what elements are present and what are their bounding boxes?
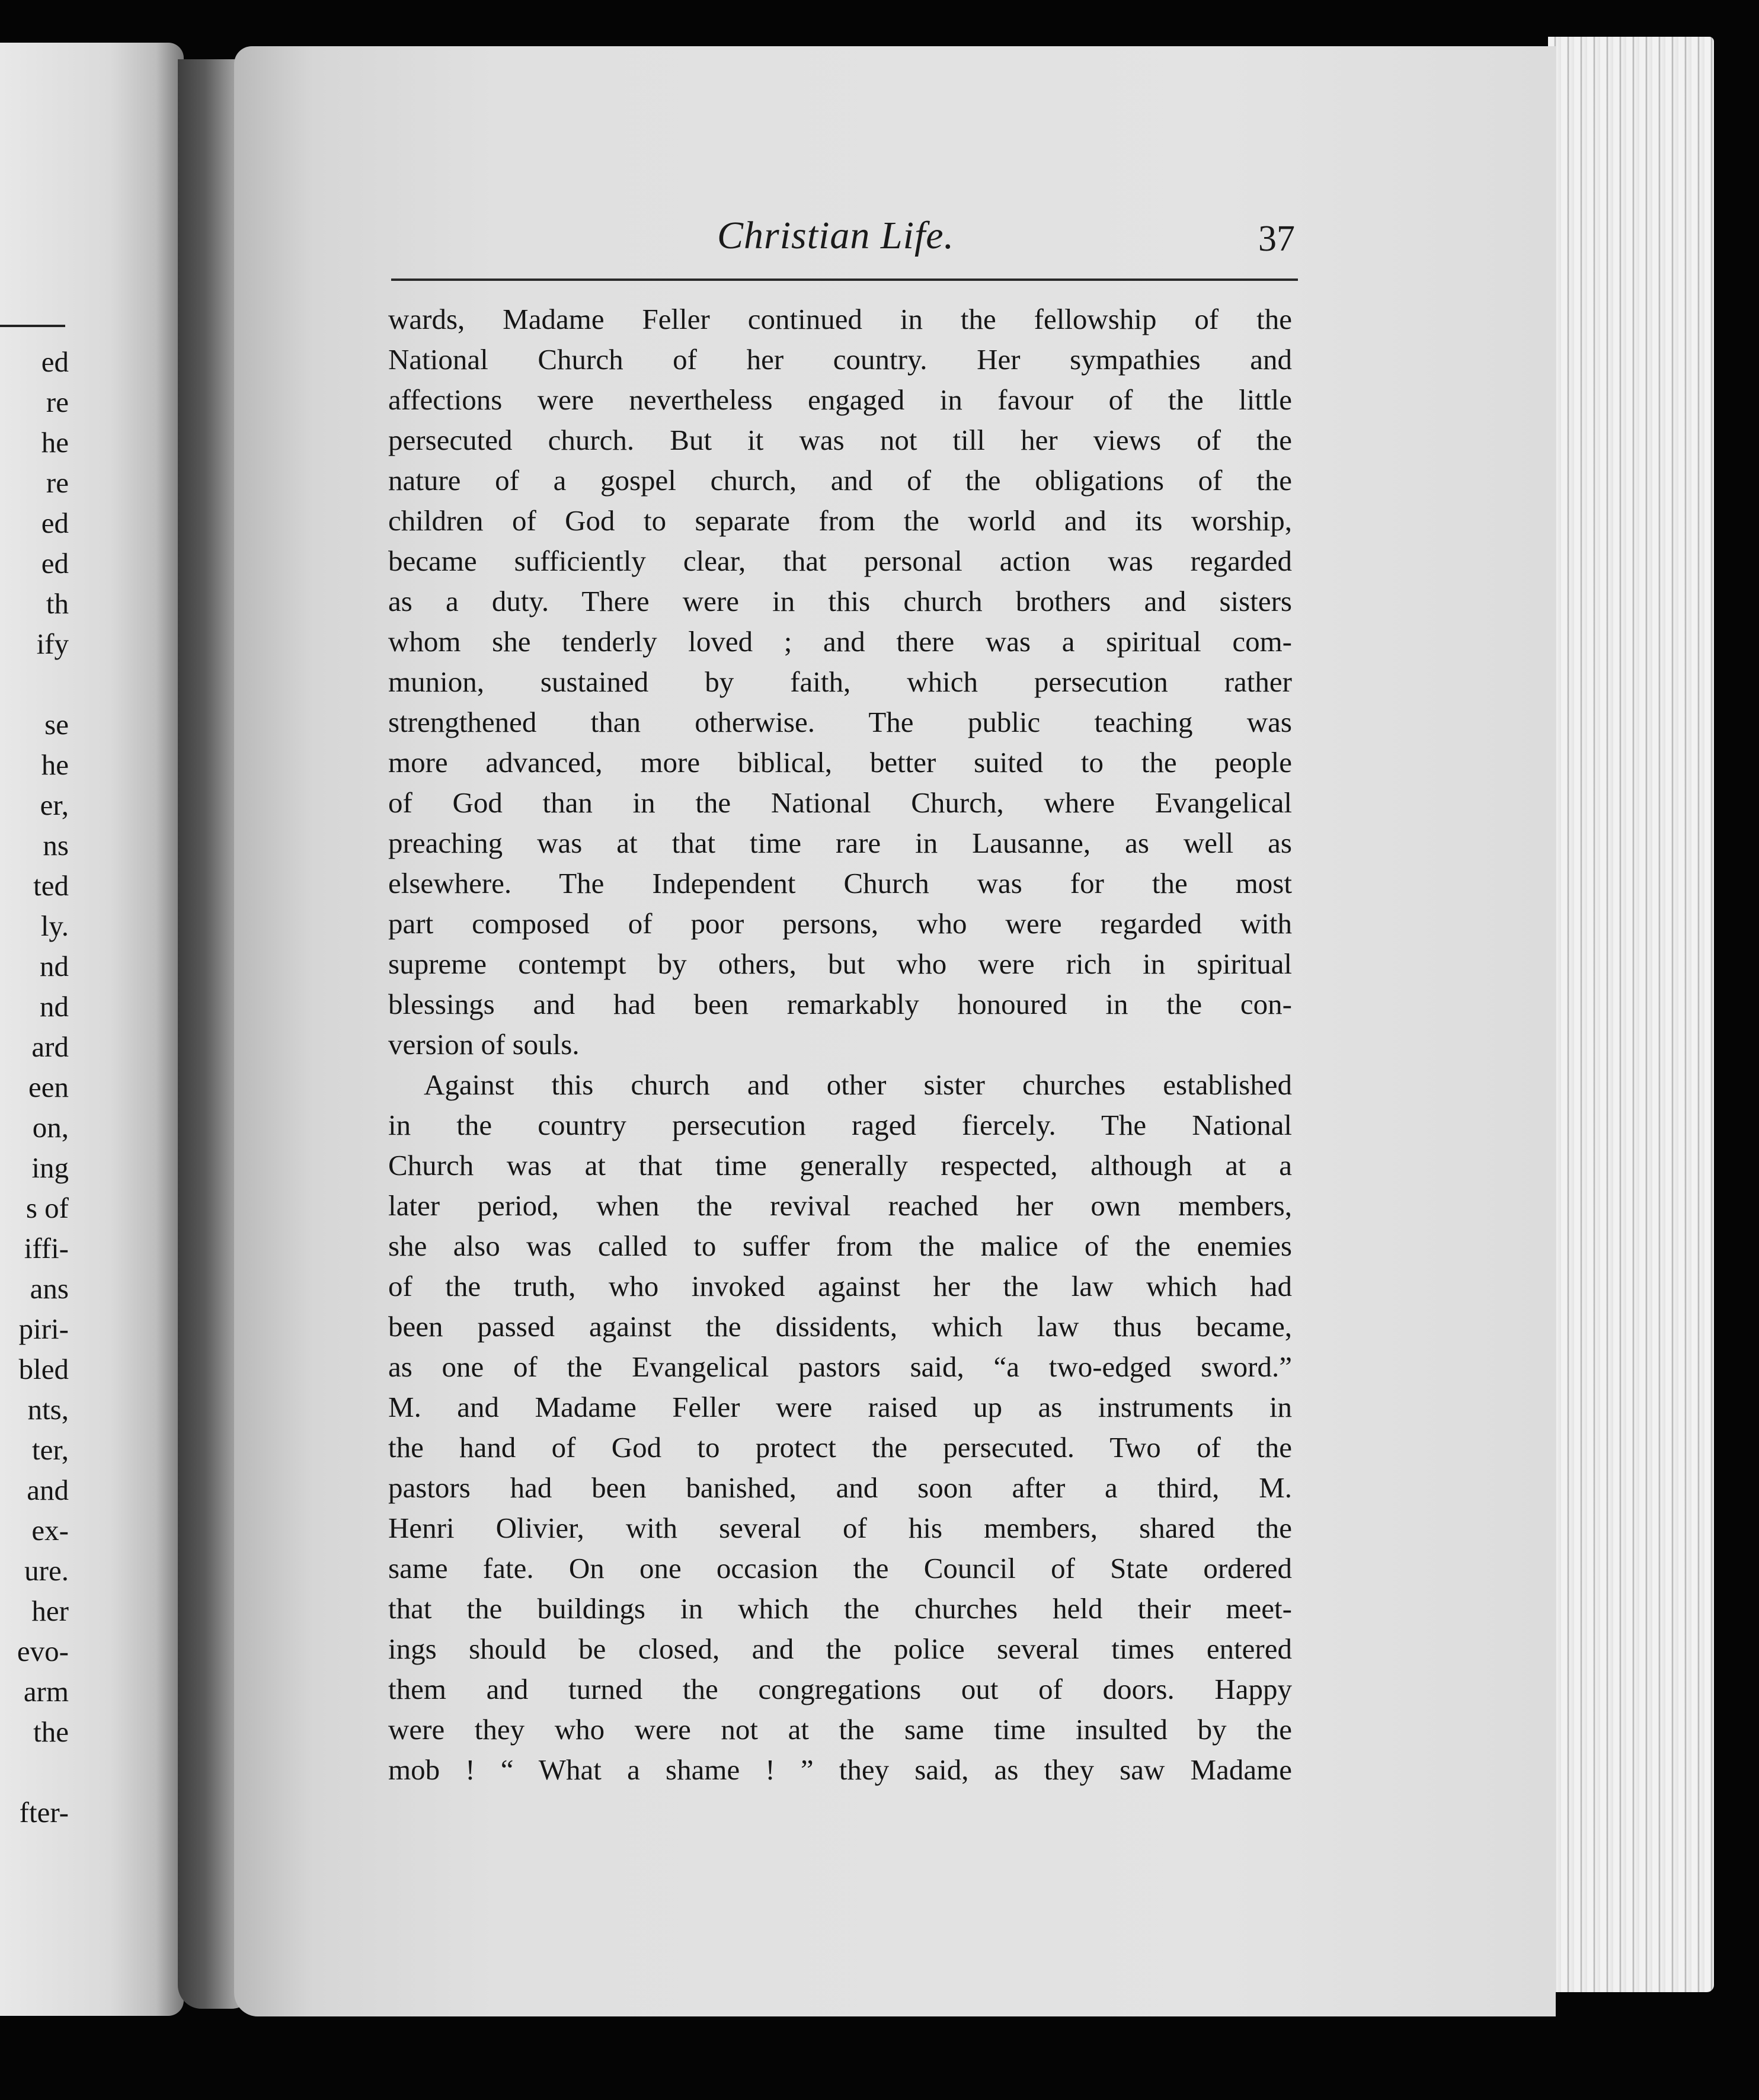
- text-line: as a duty. There were in this church brothers and sisters: [388, 585, 1292, 617]
- text-line: M. and Madame Feller were raised up as instruments in: [388, 1391, 1292, 1423]
- text-line: later period, when the revival reached her own members,: [388, 1189, 1292, 1222]
- left-page-line: se: [44, 708, 69, 741]
- left-page-line: ly.: [40, 910, 69, 942]
- paragraph: [388, 299, 1292, 1065]
- header-rule: [391, 278, 1298, 281]
- left-page-line: her: [31, 1595, 69, 1627]
- left-page-line: ed: [41, 345, 69, 378]
- body-text: [388, 299, 1292, 1790]
- left-page-line: ure.: [24, 1554, 69, 1587]
- text-line: part composed of poor persons, who were regarded with: [388, 907, 1292, 940]
- text-line: persecuted church. But it was not till her views of the: [388, 424, 1292, 456]
- left-page-line: the: [33, 1715, 69, 1748]
- text-line: mob ! “ What a shame ! ” they said, as they saw Madame: [388, 1753, 1292, 1786]
- left-page-line: een: [28, 1071, 69, 1103]
- text-line: that the buildings in which the churches held their meet-: [388, 1592, 1292, 1625]
- left-page-line: er,: [40, 789, 69, 821]
- left-page-line: ans: [30, 1272, 69, 1305]
- text-line: became sufficiently clear, that personal action was regarded: [388, 545, 1292, 577]
- left-page-header-rule: [0, 325, 65, 327]
- left-page-line: he: [41, 426, 69, 459]
- left-page-line: and: [27, 1474, 69, 1506]
- text-line: affections were nevertheless engaged in favour of the little: [388, 383, 1292, 416]
- text-line: National Church of her country. Her sympathies and: [388, 343, 1292, 376]
- page-header: [394, 213, 1295, 273]
- left-page-line: ed: [41, 507, 69, 539]
- left-page-line: on,: [32, 1111, 69, 1144]
- text-line: in the country persecution raged fiercely. The National: [388, 1109, 1292, 1141]
- left-page-line: piri-: [18, 1312, 69, 1345]
- left-page-line: [0, 1752, 69, 1792]
- left-page-line: iffi-: [24, 1232, 69, 1265]
- text-line: strengthened than otherwise. The public teaching was: [388, 706, 1292, 738]
- text-line: Against this church and other sister churches established: [424, 1068, 1292, 1101]
- left-page-line: ed: [41, 547, 69, 580]
- left-page-line: evo-: [17, 1635, 69, 1667]
- left-page-line: ted: [33, 869, 69, 902]
- text-line: elsewhere. The Independent Church was for the most: [388, 867, 1292, 899]
- text-line: nature of a gospel church, and of the obligations of the: [388, 464, 1292, 497]
- left-page-line: re: [46, 386, 69, 418]
- left-page-line: ter,: [32, 1433, 69, 1466]
- left-page-line: re: [46, 466, 69, 499]
- text-line: of the truth, who invoked against her the law which had: [388, 1270, 1292, 1302]
- text-line: more advanced, more biblical, better suited to the people: [388, 746, 1292, 779]
- text-line: same fate. On one occasion the Council of State ordered: [388, 1552, 1292, 1584]
- left-page-text-fragments: [0, 342, 69, 1833]
- text-line: been passed against the dissidents, which law thus became,: [388, 1310, 1292, 1343]
- text-line: supreme contempt by others, but who were rich in spiritual: [388, 947, 1292, 980]
- page-edges: [1548, 37, 1714, 1992]
- text-line: version of souls.: [388, 1028, 580, 1061]
- running-head: Christian Life.: [717, 214, 955, 257]
- text-line: ings should be closed, and the police several times entered: [388, 1632, 1292, 1665]
- left-page-line: ard: [31, 1030, 69, 1063]
- left-page-line: fter-: [19, 1796, 69, 1829]
- text-line: blessings and had been remarkably honoured in the con-: [388, 988, 1292, 1020]
- paragraph: [388, 1065, 1292, 1790]
- text-line: of God than in the National Church, where Evangelical: [388, 786, 1292, 819]
- text-line: pastors had been banished, and soon after a third, M.: [388, 1471, 1292, 1504]
- text-line: as one of the Evangelical pastors said, “a two-edged sword.”: [388, 1350, 1292, 1383]
- text-line: she also was called to suffer from the malice of the enemies: [388, 1230, 1292, 1262]
- left-page-line: [0, 664, 69, 705]
- left-page-line: ing: [31, 1151, 69, 1184]
- left-page-line: bled: [18, 1353, 69, 1385]
- text-line: preaching was at that time rare in Lausanne, as well as: [388, 827, 1292, 859]
- left-page-line: nts,: [27, 1393, 69, 1426]
- page-number: 37: [1258, 219, 1295, 259]
- text-line: the hand of God to protect the persecuted. Two of the: [388, 1431, 1292, 1464]
- text-line: were they who were not at the same time insulted by the: [388, 1713, 1292, 1746]
- text-line: munion, sustained by faith, which persecution rather: [388, 665, 1292, 698]
- left-page-line: nd: [40, 990, 69, 1023]
- text-line: them and turned the congregations out of doors. Happy: [388, 1673, 1292, 1705]
- text-line: wards, Madame Feller continued in the fellowship of the: [388, 303, 1292, 335]
- left-page: [0, 43, 184, 2016]
- left-page-line: arm: [23, 1675, 69, 1708]
- text-line: Henri Olivier, with several of his members, shared the: [388, 1512, 1292, 1544]
- left-page-line: s of: [25, 1192, 69, 1224]
- text-line: Church was at that time generally respected, although at a: [388, 1149, 1292, 1182]
- left-page-line: ex-: [31, 1514, 69, 1547]
- left-page-line: ify: [36, 628, 69, 660]
- left-page-line: nd: [40, 950, 69, 982]
- text-line: children of God to separate from the world and its worship,: [388, 504, 1292, 537]
- left-page-line: ns: [43, 829, 69, 862]
- text-line: whom she tenderly loved ; and there was a spiritual com-: [388, 625, 1292, 658]
- left-page-line: he: [41, 748, 69, 781]
- left-page-line: th: [46, 587, 69, 620]
